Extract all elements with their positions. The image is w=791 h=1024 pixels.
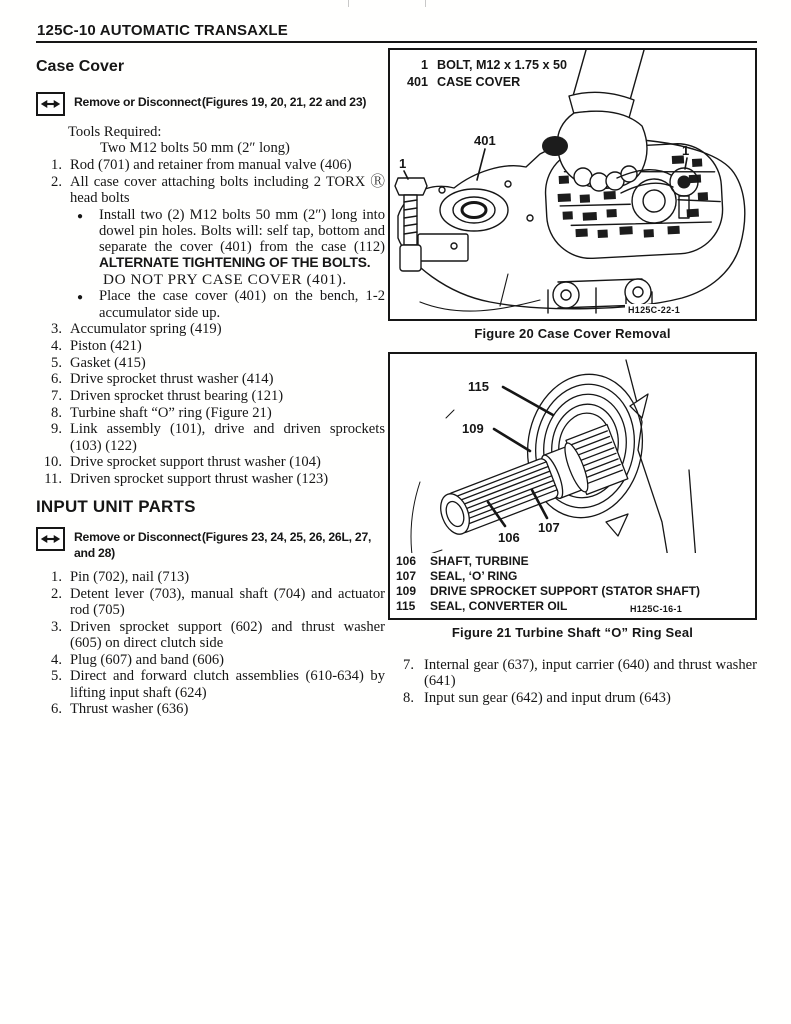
bullet-text-normal: Install two (2) M12 bolts 50 mm (2″) long into dowel pin holes. Bolts will: self tap, bottom and separate the cover (401) from the case (112) (99, 206, 385, 255)
list-item (392, 690, 757, 706)
bolt-head-in-thumb (542, 136, 568, 156)
item-number: 6. (51, 371, 62, 388)
list-item (36, 371, 385, 387)
list-item (36, 454, 385, 470)
list-item (36, 701, 385, 717)
item-number: 7. (51, 388, 62, 405)
item-text: Internal gear (637), input carrier (640) and thrust washer (641) (424, 657, 757, 690)
legend-number: 107 (396, 569, 417, 583)
header-rule (36, 41, 757, 43)
substeps-block (77, 207, 385, 321)
item-number: 5. (51, 354, 62, 371)
figure20-reference-code: H125C-22-1 (625, 304, 683, 316)
list-item (36, 338, 385, 354)
item-text: Piston (421) (70, 337, 142, 354)
item-text: Drive sprocket thrust washer (414) (70, 371, 274, 388)
part-number: 401 (406, 75, 428, 89)
callout-leader (503, 387, 553, 415)
part-name: BOLT, M12 x 1.75 x 50 (437, 58, 567, 72)
item-text: Plug (607) and band (606) (70, 651, 225, 668)
figure21-reference-code: H125C-16-1 (627, 603, 685, 615)
item-number: 7. (403, 657, 414, 673)
item-text: Accumulator spring (419) (70, 321, 222, 338)
registration-tick (348, 0, 349, 7)
figure20-part-list (398, 57, 571, 93)
callout-leader (494, 429, 530, 451)
bullet-text (99, 207, 385, 272)
section-title-input-unit-parts: INPUT UNIT PARTS (36, 497, 196, 517)
part-list-row (398, 57, 567, 74)
legend-row (396, 554, 700, 569)
item-number: 1. (51, 157, 62, 174)
item-number: 10. (43, 454, 62, 471)
remove-disconnect-label (74, 92, 366, 111)
bullet-item (77, 207, 385, 272)
item-number: 8. (51, 404, 62, 421)
legend-name: DRIVE SPROCKET SUPPORT (STATOR SHAFT) (430, 584, 701, 598)
list-item (36, 668, 385, 700)
callout-115: 115 (468, 379, 489, 394)
case-outline (626, 360, 680, 573)
bullet-icon: ● (77, 210, 84, 222)
remove-disconnect-row (36, 527, 385, 561)
list-item (36, 421, 385, 453)
left-right-arrow-icon (40, 97, 61, 111)
item-text: Input sun gear (642) and input drum (643) (424, 689, 671, 706)
right-column (388, 48, 757, 706)
list-item (392, 657, 757, 689)
callout-401: 401 (474, 133, 496, 148)
item-number: 4. (51, 651, 62, 668)
bullet-text-emphasis: ALTERNATE TIGHTENING OF THE BOLTS. (99, 255, 371, 271)
action-figure-refs: (Figures 23, 24, 25, 26, 26L, 27, and 28) (74, 530, 372, 560)
item-number: 9. (51, 421, 62, 438)
item-text: Detent lever (703), manual shaft (704) and actuator rod (705) (70, 585, 385, 619)
item-number: 4. (51, 337, 62, 354)
right-column-steps (388, 657, 757, 706)
list-item (36, 471, 385, 487)
legend-name: SEAL, ‘O’ RING (430, 569, 518, 583)
action-verb: Remove or Disconnect (74, 95, 202, 109)
list-item (36, 388, 385, 404)
item-text: Driven sprocket support (602) and thrust washer (605) on direct clutch side (70, 618, 385, 652)
item-number: 11. (44, 471, 62, 488)
page-header: 125C-10 AUTOMATIC TRANSAXLE (37, 22, 288, 39)
list-item (36, 405, 385, 421)
figure-21-turbine-shaft-o-ring-seal (388, 352, 757, 620)
item-text: Driven sprocket support thrust washer (123) (70, 471, 329, 488)
callout-1-right: 1 (682, 143, 690, 158)
warning-text: DO NOT PRY CASE COVER (401). (103, 271, 347, 289)
left-right-arrow-icon (40, 532, 61, 546)
remove-disconnect-icon (36, 92, 65, 116)
item-number: 5. (51, 668, 62, 685)
legend-row (396, 569, 700, 584)
section-title-case-cover: Case Cover (36, 58, 125, 75)
legend-row (396, 584, 700, 599)
list-item (36, 586, 385, 618)
list-item (36, 157, 385, 173)
item-text: Turbine shaft “O” ring (Figure 21) (70, 404, 272, 421)
item-text: Link assembly (101), drive and driven sprockets (103) (122) (70, 421, 385, 454)
legend-number: 115 (396, 599, 416, 613)
part-list-row (398, 74, 567, 91)
figure21-caption: Figure 21 Turbine Shaft “O” Ring Seal (451, 625, 694, 640)
tools-required-label: Tools Required: (68, 124, 162, 140)
item-text: Driven sprocket thrust bearing (121) (70, 388, 284, 405)
item-text: Thrust washer (636) (70, 701, 189, 718)
callout-leader (685, 158, 687, 169)
part-number: 1 (420, 58, 428, 72)
action-figure-refs: (Figures 19, 20, 21, 22 and 23) (201, 95, 367, 109)
action-verb: Remove or Disconnect (74, 530, 202, 545)
item-text: Direct and forward clutch assemblies (610-634) by lifting input shaft (624) (70, 668, 385, 701)
part-name: CASE COVER (437, 75, 521, 89)
item-number: 6. (51, 701, 62, 718)
legend-name: SHAFT, TURBINE (430, 554, 529, 568)
item-text: Gasket (415) (70, 354, 146, 371)
list-item (36, 174, 385, 206)
list-item (36, 569, 385, 585)
item-text: All case cover attaching bolts including 2 TORX Ⓡ head bolts (70, 174, 385, 207)
bullet-item (77, 288, 385, 320)
list-item (36, 652, 385, 668)
item-number: 2. (51, 585, 62, 602)
item-number: 3. (51, 321, 62, 338)
hose-line (420, 300, 540, 311)
bullet-icon: ● (77, 292, 84, 304)
tools-required-item: Two M12 bolts 50 mm (2″ long) (100, 140, 290, 157)
left-bolt-head (395, 178, 427, 195)
list-item (36, 321, 385, 337)
turbine-shaft-assembly (432, 425, 627, 546)
legend-number: 109 (396, 584, 417, 598)
bullet-text: Place the case cover (401) on the bench, 1-2 accumulator side up. (99, 288, 385, 321)
legend-name: SEAL, CONVERTER OIL (430, 599, 568, 613)
item-number: 3. (51, 618, 62, 635)
callout-106: 106 (498, 530, 520, 545)
item-number: 2. (51, 174, 62, 191)
remove-disconnect-icon (36, 527, 65, 551)
item-text: Rod (701) and retainer from manual valve (406) (70, 157, 352, 174)
item-number: 8. (403, 689, 414, 706)
registration-tick (425, 0, 426, 7)
remove-disconnect-label (74, 527, 385, 561)
figure-20-case-cover-removal (388, 48, 757, 321)
callout-leader (477, 149, 485, 180)
list-item (36, 355, 385, 371)
item-text: Pin (702), nail (713) (70, 569, 190, 586)
left-column (36, 56, 385, 718)
list-item (36, 619, 385, 651)
callout-109: 109 (462, 421, 484, 436)
callout-1-left: 1 (399, 156, 407, 171)
callout-107: 107 (538, 520, 560, 535)
item-number: 1. (51, 569, 62, 586)
figure20-caption: Figure 20 Case Cover Removal (474, 326, 671, 341)
remove-disconnect-row (36, 92, 385, 116)
legend-number: 106 (396, 554, 417, 568)
item-text: Drive sprocket support thrust washer (104) (70, 454, 321, 471)
